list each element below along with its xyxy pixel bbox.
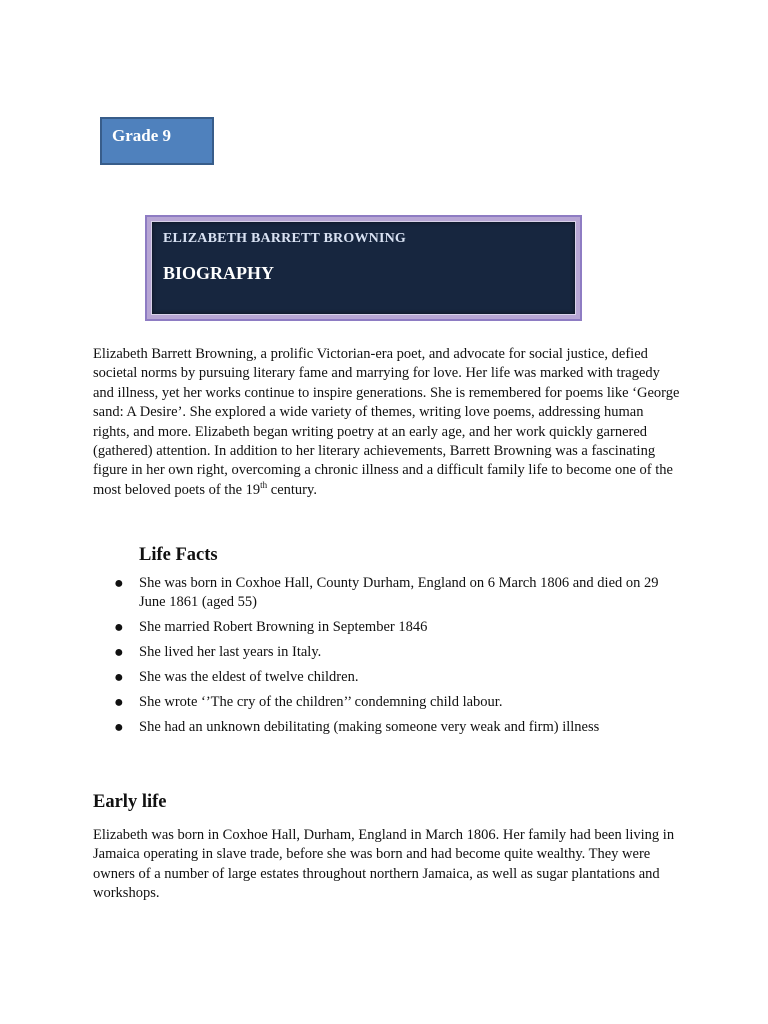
bullet-icon: ● xyxy=(114,694,124,712)
grade-badge xyxy=(100,117,214,165)
list-item-text: She lived her last years in Italy. xyxy=(139,644,322,661)
bullet-icon: ● xyxy=(114,719,124,737)
life-facts-heading: Life Facts xyxy=(139,545,218,565)
intro-paragraph xyxy=(93,345,683,500)
list-item xyxy=(114,643,684,662)
list-item-text: She was born in Coxhoe Hall, County Durham, England on 6 March 1806 and died on 29 June 1861 (aged 55) xyxy=(139,575,659,611)
life-facts-list xyxy=(114,574,684,743)
list-item xyxy=(114,693,684,712)
title-banner-inner xyxy=(151,221,576,315)
bullet-icon: ● xyxy=(114,575,124,592)
list-item-text: She had an unknown debilitating (making someone very weak and firm) illness xyxy=(139,719,600,736)
bullet-icon: ● xyxy=(114,669,124,687)
early-life-heading: Early life xyxy=(93,792,167,812)
early-life-paragraph: Elizabeth was born in Coxhoe Hall, Durham, England in March 1806. Her family had been living in Jamaica operating in slave trade, before she was born and had become quite wealthy. They were owners of a number of large estates throughout northern Jamaica, as well as sugar plantations and workshops. xyxy=(93,827,675,902)
intro-superscript: th xyxy=(260,480,268,491)
subject-name: ELIZABETH BARRETT BROWNING xyxy=(163,231,407,246)
list-item xyxy=(114,574,684,613)
list-item xyxy=(114,668,684,687)
page-title: BIOGRAPHY xyxy=(163,263,275,283)
list-item-text: She wrote ‘’The cry of the children’’ condemning child labour. xyxy=(139,694,503,711)
list-item xyxy=(114,618,684,637)
bullet-icon: ● xyxy=(114,644,124,662)
list-item-text: She was the eldest of twelve children. xyxy=(139,669,359,686)
intro-text-end: century. xyxy=(267,481,317,498)
list-item-text: She married Robert Browning in September 1846 xyxy=(139,619,428,636)
intro-text: Elizabeth Barrett Browning, a prolific Victorian-era poet, and advocate for social justice, defied societal norms by pursuing literary fame and marrying for love. Her life was marked with tragedy and illness, yet her works continue to inspire generations. She is remembered for poems like ‘George sand: A Desire’. She explored a wide variety of themes, writing love poems, addressing human rights, and more. Elizabeth began writing poetry at an early age, and her work quickly garnered (gathered) attention. In addition to her literary achievements, Barrett Browning was a fascinating figure in her own right, overcoming a chronic illness and a difficult family life to become one of the most beloved poets of the 19 xyxy=(93,346,680,498)
title-banner xyxy=(145,215,582,321)
grade-label: Grade 9 xyxy=(112,126,172,145)
bullet-icon: ● xyxy=(114,619,124,637)
list-item xyxy=(114,718,684,737)
